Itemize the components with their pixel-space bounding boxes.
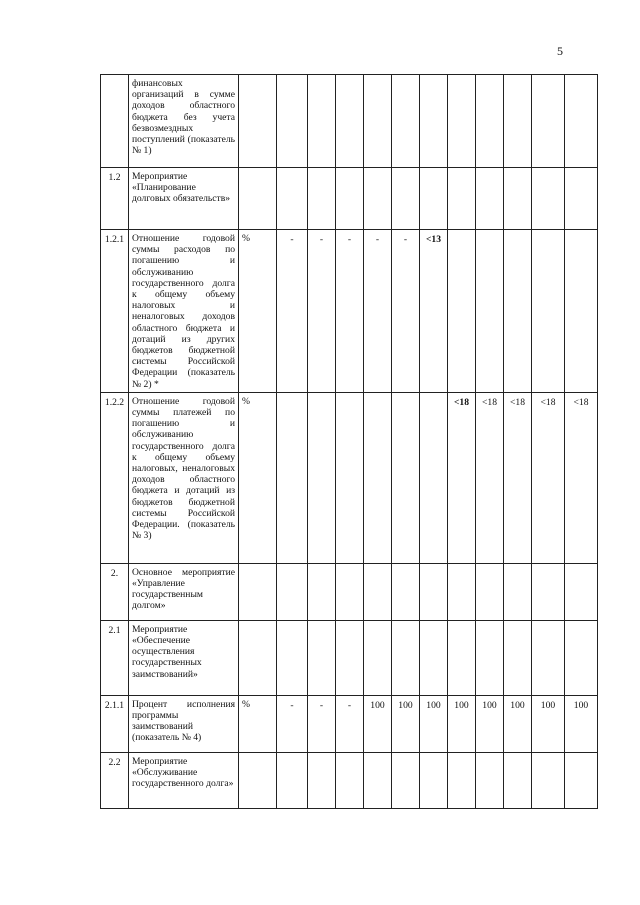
indicators-table: [100, 74, 598, 809]
value-cell: [277, 392, 308, 563]
value-cell: [336, 620, 364, 695]
value-cell: [364, 620, 392, 695]
value-cell: 100: [448, 695, 476, 752]
value-cell: [476, 75, 504, 168]
table-row: [101, 75, 598, 168]
value-cell: -: [308, 230, 336, 393]
value-cell: [420, 563, 448, 620]
value-cell: [532, 752, 565, 808]
row-unit: [239, 75, 277, 168]
row-number: 2.1: [101, 620, 129, 695]
value-cell: [308, 752, 336, 808]
row-unit: [239, 752, 277, 808]
row-unit: %: [239, 230, 277, 393]
value-cell: [476, 752, 504, 808]
value-cell: 100: [565, 695, 598, 752]
value-cell: [277, 75, 308, 168]
value-cell: [565, 752, 598, 808]
value-cell: [420, 168, 448, 230]
value-cell: [532, 168, 565, 230]
value-cell: [476, 230, 504, 393]
value-cell: [392, 563, 420, 620]
table-row: [101, 392, 598, 563]
value-cell: [504, 75, 532, 168]
value-cell: [420, 392, 448, 563]
row-description: Отношение годовой суммы расходов по погашению и обслуживанию государственного долга к общему объему налоговых и неналоговых доходов областного бюджета и дотаций из других бюджетов бюджетной системы Российской Федерации (показатель № 2) *: [129, 230, 239, 393]
value-cell: [448, 75, 476, 168]
value-cell: <18: [476, 392, 504, 563]
value-cell: [392, 620, 420, 695]
value-cell: [476, 563, 504, 620]
row-description: финансовых организаций в сумме доходов областного бюджета без учета безвозмездных поступлений (показатель № 1): [129, 75, 239, 168]
value-cell: [420, 752, 448, 808]
row-number: 2.1.1: [101, 695, 129, 752]
row-description: Мероприятие «Обеспечение осуществления государственных заимствований»: [129, 620, 239, 695]
row-description: Процент исполнения программы заимствований (показатель № 4): [129, 695, 239, 752]
value-cell: -: [277, 230, 308, 393]
row-number: 2.: [101, 563, 129, 620]
value-cell: [532, 230, 565, 393]
value-cell: -: [364, 230, 392, 393]
row-description: Мероприятие «Планирование долговых обязательств»: [129, 168, 239, 230]
value-cell: [448, 620, 476, 695]
value-cell: [336, 563, 364, 620]
value-cell: [504, 230, 532, 393]
value-cell: [336, 752, 364, 808]
value-cell: [532, 620, 565, 695]
value-cell: [565, 563, 598, 620]
value-cell: [392, 752, 420, 808]
value-cell: [504, 620, 532, 695]
value-cell: 100: [420, 695, 448, 752]
value-cell: [392, 168, 420, 230]
value-cell: 100: [532, 695, 565, 752]
row-number: 1.2.2: [101, 392, 129, 563]
value-cell: 100: [504, 695, 532, 752]
value-cell: [565, 75, 598, 168]
value-cell: [336, 392, 364, 563]
value-cell: [476, 620, 504, 695]
value-cell: [336, 168, 364, 230]
value-cell: [420, 620, 448, 695]
value-cell: [565, 168, 598, 230]
value-cell: [448, 752, 476, 808]
value-cell: [532, 563, 565, 620]
value-cell: [392, 75, 420, 168]
value-cell: -: [308, 695, 336, 752]
value-cell: <13: [420, 230, 448, 393]
value-cell: [277, 620, 308, 695]
table-row: [101, 230, 598, 393]
value-cell: [308, 620, 336, 695]
value-cell: <18: [448, 392, 476, 563]
value-cell: <18: [532, 392, 565, 563]
value-cell: 100: [476, 695, 504, 752]
value-cell: [364, 392, 392, 563]
row-number: 1.2: [101, 168, 129, 230]
value-cell: -: [336, 230, 364, 393]
row-description: Мероприятие «Обслуживание государственного долга»: [129, 752, 239, 808]
table-row: [101, 563, 598, 620]
value-cell: [532, 75, 565, 168]
page-number: 5: [557, 44, 563, 58]
row-unit: %: [239, 392, 277, 563]
value-cell: [565, 620, 598, 695]
row-unit: [239, 563, 277, 620]
table-row: [101, 168, 598, 230]
value-cell: [277, 563, 308, 620]
value-cell: -: [277, 695, 308, 752]
value-cell: [277, 752, 308, 808]
value-cell: [364, 752, 392, 808]
row-unit: [239, 168, 277, 230]
table-row: [101, 752, 598, 808]
value-cell: [504, 168, 532, 230]
row-unit: [239, 620, 277, 695]
value-cell: [308, 563, 336, 620]
value-cell: [364, 75, 392, 168]
value-cell: [392, 392, 420, 563]
value-cell: [336, 75, 364, 168]
value-cell: [420, 75, 448, 168]
row-description: Отношение годовой суммы платежей по погашению и обслуживанию государственного долга к общему объему налоговых, неналоговых доходов областного бюджета и дотаций из бюджетов бюджетной системы Российской Федерации. (показатель № 3): [129, 392, 239, 563]
value-cell: [277, 168, 308, 230]
row-number: 1.2.1: [101, 230, 129, 393]
value-cell: -: [392, 230, 420, 393]
value-cell: [476, 168, 504, 230]
value-cell: [448, 230, 476, 393]
row-number: 2.2: [101, 752, 129, 808]
value-cell: [565, 230, 598, 393]
value-cell: [448, 168, 476, 230]
value-cell: [504, 752, 532, 808]
value-cell: [364, 168, 392, 230]
row-unit: %: [239, 695, 277, 752]
row-number: [101, 75, 129, 168]
value-cell: [364, 563, 392, 620]
value-cell: <18: [504, 392, 532, 563]
value-cell: [308, 168, 336, 230]
value-cell: -: [336, 695, 364, 752]
value-cell: [504, 563, 532, 620]
row-description: Основное мероприятие «Управление государственным долгом»: [129, 563, 239, 620]
value-cell: [308, 75, 336, 168]
value-cell: 100: [364, 695, 392, 752]
table-row: [101, 695, 598, 752]
table-row: [101, 620, 598, 695]
value-cell: 100: [392, 695, 420, 752]
value-cell: <18: [565, 392, 598, 563]
value-cell: [448, 563, 476, 620]
value-cell: [308, 392, 336, 563]
